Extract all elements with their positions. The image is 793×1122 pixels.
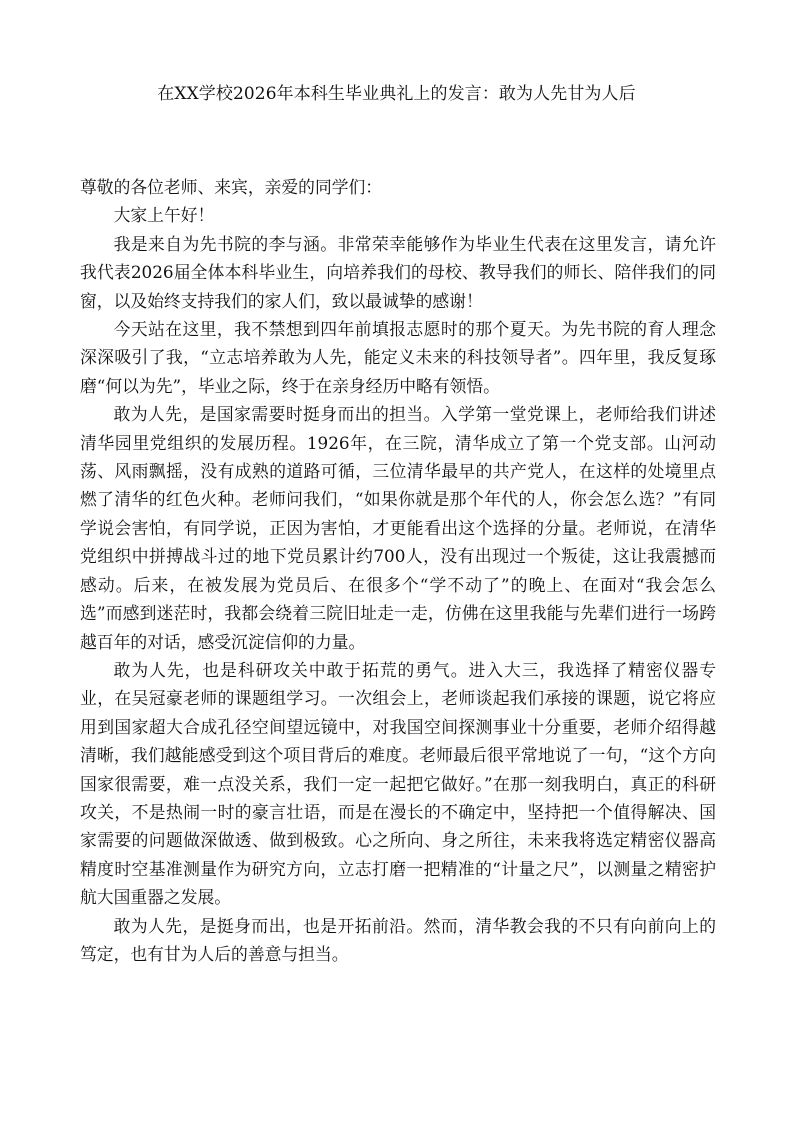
paragraph-research: 敢为人先，也是科研攻关中敢于拓荒的勇气。进入大三，我选择了精密仪器专业，在吴冠豪老师的课题组学习。一次组会上，老师谈起我们承接的课题，说它将应用到国家超大合成孔径空间望远镜中，对我国空间探测事业十分重要，老师介绍得越清晰，我们越能感受到这个项目背后的难度。老师最后很平常地说了一句，“这个方向国家很需要，难一点没关系，我们一定一起把它做好。”在那一刻我明白，真正的科研攻关，不是热闹一时的豪言壮语，而是在漫长的不确定中，坚持把一个值得解决、国家需要的问题做深做透、做到极致。心之所向、身之所往，未来我将选定精密仪器高精度时空基准测量作为研究方向，立志打磨一把精准的“计量之尺”，以测量之精密护航大国重器之发展。 (80, 659, 716, 908)
paragraph-recollection: 今天站在这里，我不禁想到四年前填报志愿时的那个夏天。为先书院的育人理念深深吸引了我，“立志培养敢为人先，能定义未来的科技领导者”。四年里，我反复琢磨“何以为先”，毕业之际，终于在亲身经历中略有领悟。 (80, 319, 716, 396)
paragraph-introduction: 我是来自为先书院的李与涵。非常荣幸能够作为毕业生代表在这里发言，请允许我代表2026届全体本科毕业生，向培养我们的母校、教导我们的师长、陪伴我们的同窗，以及始终支持我们的家人们，致以最诚挚的感谢！ (80, 233, 716, 311)
paragraph-greeting: 大家上午好！ (113, 205, 215, 226)
paragraph-transition: 敢为人先，是挺身而出，也是开拓前沿。然而，清华教会我的不只有向前向上的笃定，也有甘为人后的善意与担当。 (80, 915, 716, 964)
document-title: 在XX学校2026年本科生毕业典礼上的发言：敢为人先甘为人后 (157, 84, 636, 104)
document-body (80, 173, 716, 968)
salutation-line: 尊敬的各位老师、来宾，亲爱的同学们： (80, 177, 383, 197)
paragraph-party-history: 敢为人先，是国家需要时挺身而出的担当。入学第一堂党课上，老师给我们讲述清华园里党组织的发展历程。1926年，在三院，清华成立了第一个党支部。山河动荡、风雨飘摇，没有成熟的道路可循，三位清华最早的共产党人，在这样的处境里点燃了清华的红色火种。老师问我们，“如果你就是那个年代的人，你会怎么选？”有同学说会害怕，有同学说，正因为害怕，才更能看出这个选择的分量。老师说，在清华党组织中拼搏战斗过的地下党员累计约700人，没有出现过一个叛徒，这让我震撼而感动。后来，在被发展为党员后、在很多个“学不动了”的晚上、在面对“我会怎么选”而感到迷茫时，我都会绕着三院旧址走一走，仿佛在这里我能与先辈们进行一场跨越百年的对话，感受沉淀信仰的力量。 (80, 404, 716, 652)
